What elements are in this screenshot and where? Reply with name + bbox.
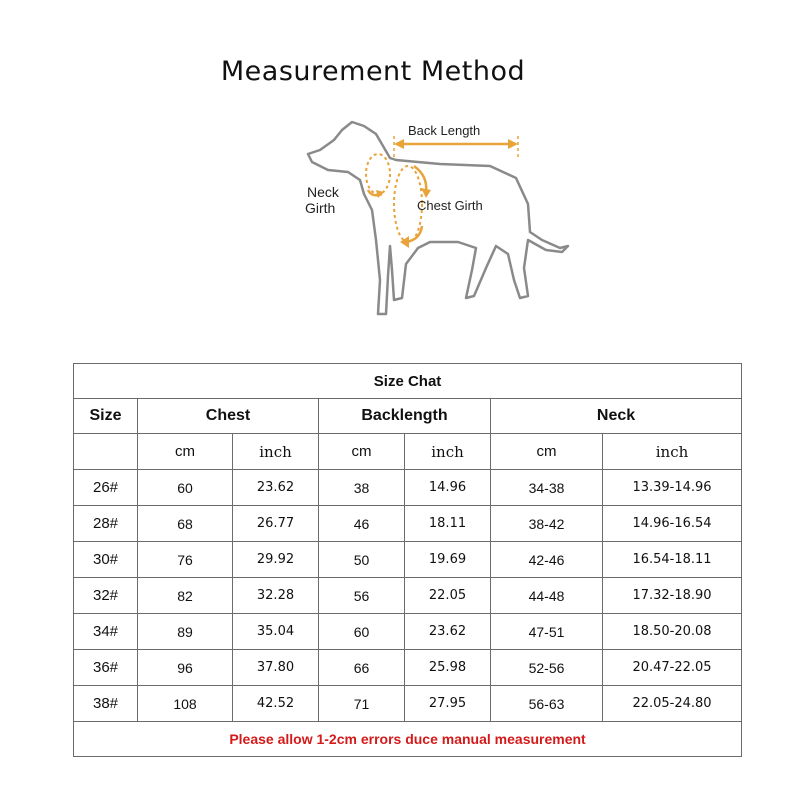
cell-back-cm: 46 (319, 506, 405, 542)
dog-outline (308, 122, 568, 314)
cell-neck-cm: 44-48 (491, 578, 603, 614)
cell-back-inch: 19.69 (405, 542, 491, 578)
unit-back-cm: cm (319, 434, 405, 470)
chest-girth-label: Chest Girth (417, 198, 483, 213)
cell-back-inch: 25.98 (405, 650, 491, 686)
table-row (74, 542, 742, 578)
cell-chest-cm: 89 (138, 614, 233, 650)
cell-chest-inch: 35.04 (233, 614, 319, 650)
cell-neck-inch: 20.47-22.05 (603, 650, 742, 686)
table-row (74, 470, 742, 506)
cell-neck-cm: 47-51 (491, 614, 603, 650)
back-length-arrowhead-right (508, 139, 518, 149)
cell-neck-cm: 34-38 (491, 470, 603, 506)
table-row (74, 686, 742, 722)
cell-neck-cm: 38-42 (491, 506, 603, 542)
cell-chest-inch: 32.28 (233, 578, 319, 614)
back-length-label: Back Length (408, 123, 481, 138)
cell-neck-cm: 42-46 (491, 542, 603, 578)
cell-chest-inch: 37.80 (233, 650, 319, 686)
cell-chest-cm: 108 (138, 686, 233, 722)
cell-chest-cm: 60 (138, 470, 233, 506)
cell-neck-cm: 52-56 (491, 650, 603, 686)
page-title: Measurement Method (220, 56, 526, 87)
units-blank (74, 434, 138, 470)
cell-neck-cm: 56-63 (491, 686, 603, 722)
cell-neck-inch: 13.39-14.96 (603, 470, 742, 506)
cell-size: 36# (74, 650, 138, 686)
unit-neck-inch: inch (603, 434, 742, 470)
cell-chest-inch: 42.52 (233, 686, 319, 722)
cell-chest-inch: 26.77 (233, 506, 319, 542)
neck-label-line2: Girth (305, 200, 336, 216)
cell-neck-inch: 18.50-20.08 (603, 614, 742, 650)
dog-measurement-diagram (290, 100, 590, 340)
unit-chest-cm: cm (138, 434, 233, 470)
cell-size: 30# (74, 542, 138, 578)
cell-chest-inch: 23.62 (233, 470, 319, 506)
cell-size: 26# (74, 470, 138, 506)
back-length-arrowhead-left (394, 139, 404, 149)
cell-back-inch: 14.96 (405, 470, 491, 506)
table-row (74, 506, 742, 542)
cell-back-cm: 60 (319, 614, 405, 650)
measurement-note: Please allow 1-2cm errors duce manual measurement (74, 722, 742, 757)
cell-chest-cm: 68 (138, 506, 233, 542)
cell-neck-inch: 14.96-16.54 (603, 506, 742, 542)
cell-size: 34# (74, 614, 138, 650)
header-chest: Chest (138, 399, 319, 434)
cell-back-inch: 22.05 (405, 578, 491, 614)
cell-chest-inch: 29.92 (233, 542, 319, 578)
unit-chest-inch: inch (233, 434, 319, 470)
cell-size: 38# (74, 686, 138, 722)
cell-chest-cm: 82 (138, 578, 233, 614)
cell-size: 32# (74, 578, 138, 614)
cell-back-cm: 56 (319, 578, 405, 614)
cell-back-inch: 18.11 (405, 506, 491, 542)
cell-back-cm: 38 (319, 470, 405, 506)
cell-chest-cm: 96 (138, 650, 233, 686)
cell-back-cm: 50 (319, 542, 405, 578)
cell-back-cm: 66 (319, 650, 405, 686)
cell-back-inch: 27.95 (405, 686, 491, 722)
table-row (74, 578, 742, 614)
cell-back-cm: 71 (319, 686, 405, 722)
table-row (74, 650, 742, 686)
cell-neck-inch: 16.54-18.11 (603, 542, 742, 578)
cell-size: 28# (74, 506, 138, 542)
cell-back-inch: 23.62 (405, 614, 491, 650)
header-neck: Neck (491, 399, 742, 434)
unit-back-inch: inch (405, 434, 491, 470)
table-title: Size Chat (74, 364, 742, 399)
cell-chest-cm: 76 (138, 542, 233, 578)
cell-neck-inch: 17.32-18.90 (603, 578, 742, 614)
table-row (74, 614, 742, 650)
cell-neck-inch: 22.05-24.80 (603, 686, 742, 722)
header-size: Size (74, 399, 138, 434)
neck-label-line1: Neck (307, 184, 339, 200)
size-chart-table (73, 363, 742, 757)
neck-girth-loop (366, 154, 390, 194)
unit-neck-cm: cm (491, 434, 603, 470)
header-backlength: Backlength (319, 399, 491, 434)
